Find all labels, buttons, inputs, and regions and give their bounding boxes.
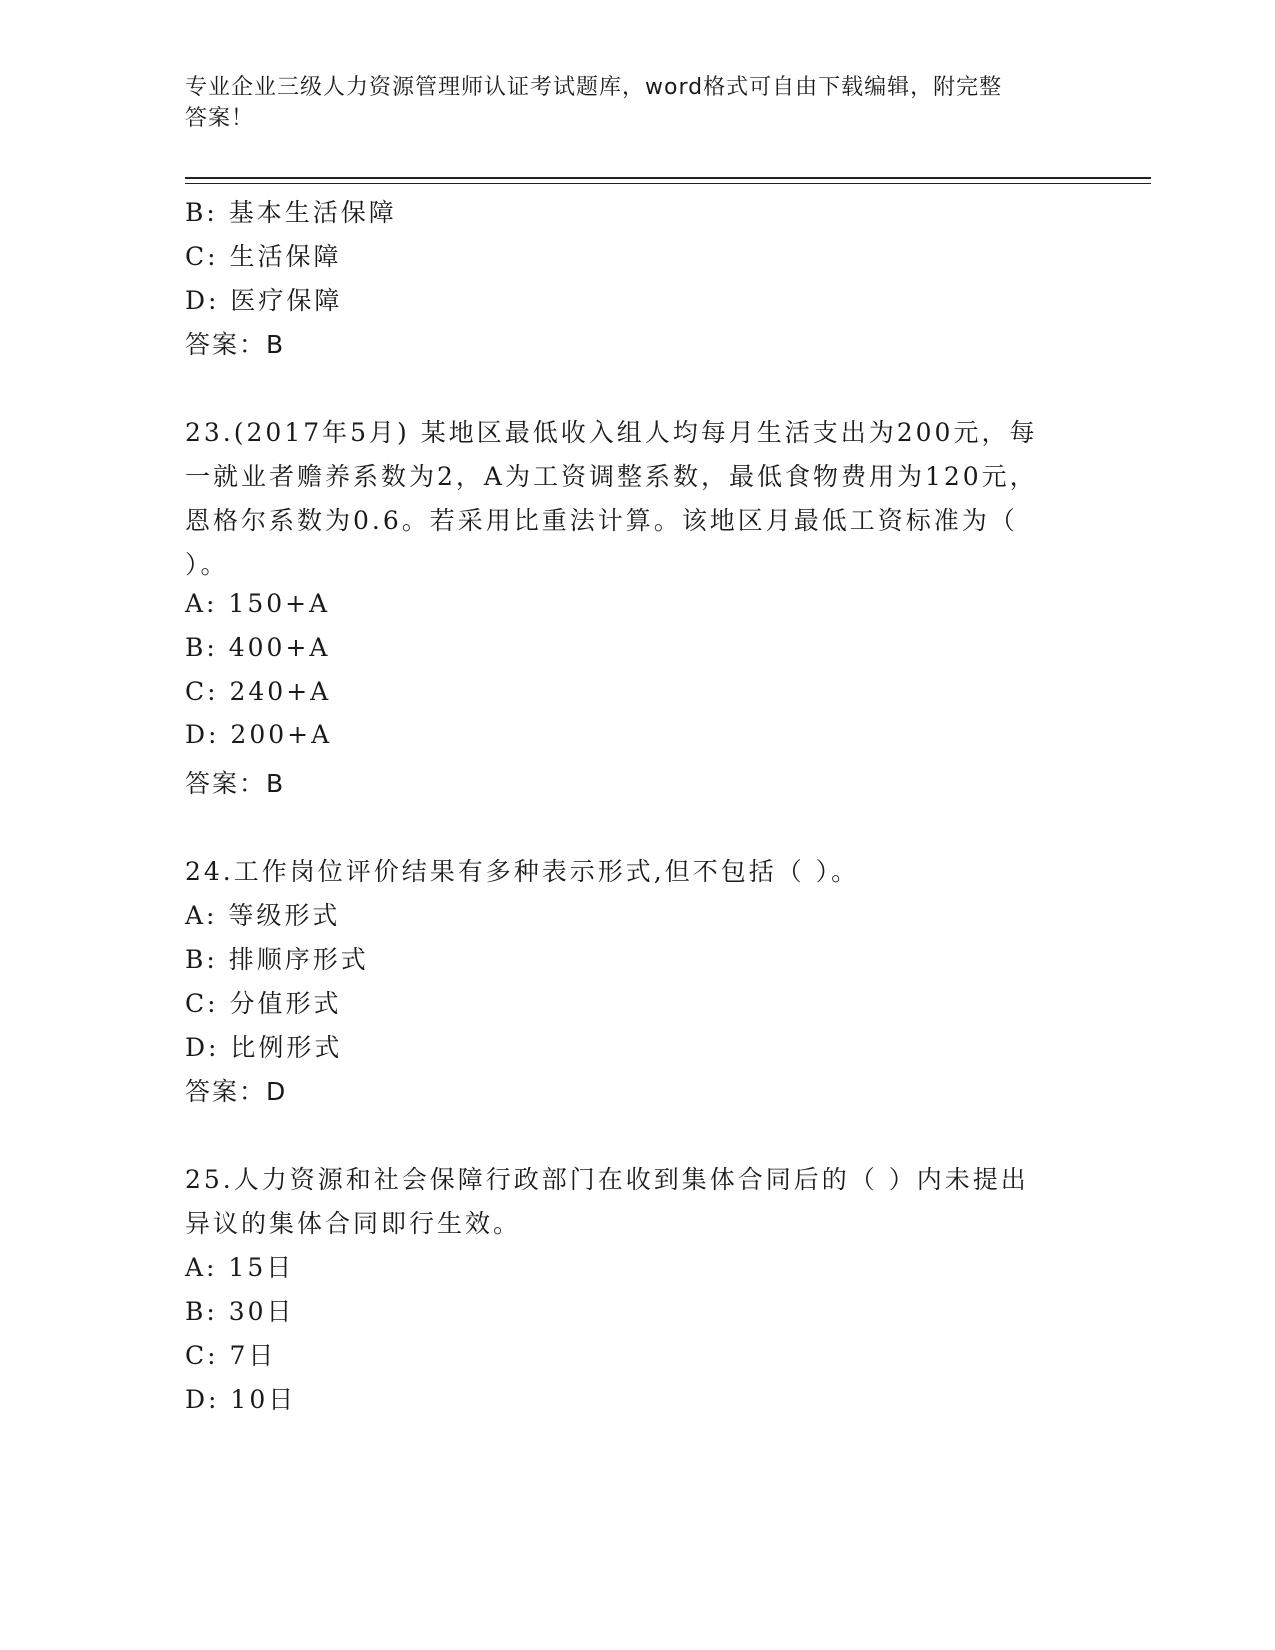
q25-option-d: D: 10日 [185,1385,297,1414]
q23-stem-line-1: 23.(2017年5月) 某地区最低收入组人均每月生活支出为200元，每 [185,418,1038,447]
q23-stem-line-2: 一就业者赡养系数为2，A为工资调整系数，最低食物费用为120元， [185,462,1038,491]
q25-option-a: A: 15日 [185,1253,295,1282]
q23-option-d: D: 200+A [185,720,333,749]
header-rule-thin [185,183,1151,184]
q24-option-c: C: 分值形式 [185,989,342,1018]
q23-option-a: A: 150+A [185,589,331,618]
q22-answer: 答案：B [185,330,286,359]
q22-option-b: B: 基本生活保障 [185,198,397,227]
q22-option-c: C: 生活保障 [185,242,342,271]
q24-option-a: A: 等级形式 [185,901,341,930]
q25-option-c: C: 7日 [185,1341,277,1370]
q25-stem-line-1: 25.人力资源和社会保障行政部门在收到集体合同后的（ ）内未提出 [185,1165,1029,1194]
q23-option-c: C: 240+A [185,677,332,706]
q23-option-b: B: 400+A [185,633,331,662]
q25-stem-line-2: 异议的集体合同即行生效。 [185,1209,522,1238]
q23-stem-line-4: ）。 [185,550,229,579]
q24-stem-line-1: 24.工作岗位评价结果有多种表示形式,但不包括（ ）。 [185,857,860,886]
q22-option-d: D: 医疗保障 [185,286,343,315]
q23-answer: 答案：B [185,769,286,798]
q25-option-b: B: 30日 [185,1297,295,1326]
q24-answer: 答案：D [185,1077,288,1106]
header-line-1: 专业企业三级人力资源管理师认证考试题库，word格式可自由下载编辑，附完整 [185,75,1003,100]
q24-option-d: D: 比例形式 [185,1033,343,1062]
q24-option-b: B: 排顺序形式 [185,945,369,974]
page-header [185,72,1065,134]
header-rule-thick [185,177,1151,179]
q23-stem-line-3: 恩格尔系数为0.6。若采用比重法计算。该地区月最低工资标准为（ [185,506,1018,535]
header-line-2: 答案！ [185,106,255,131]
